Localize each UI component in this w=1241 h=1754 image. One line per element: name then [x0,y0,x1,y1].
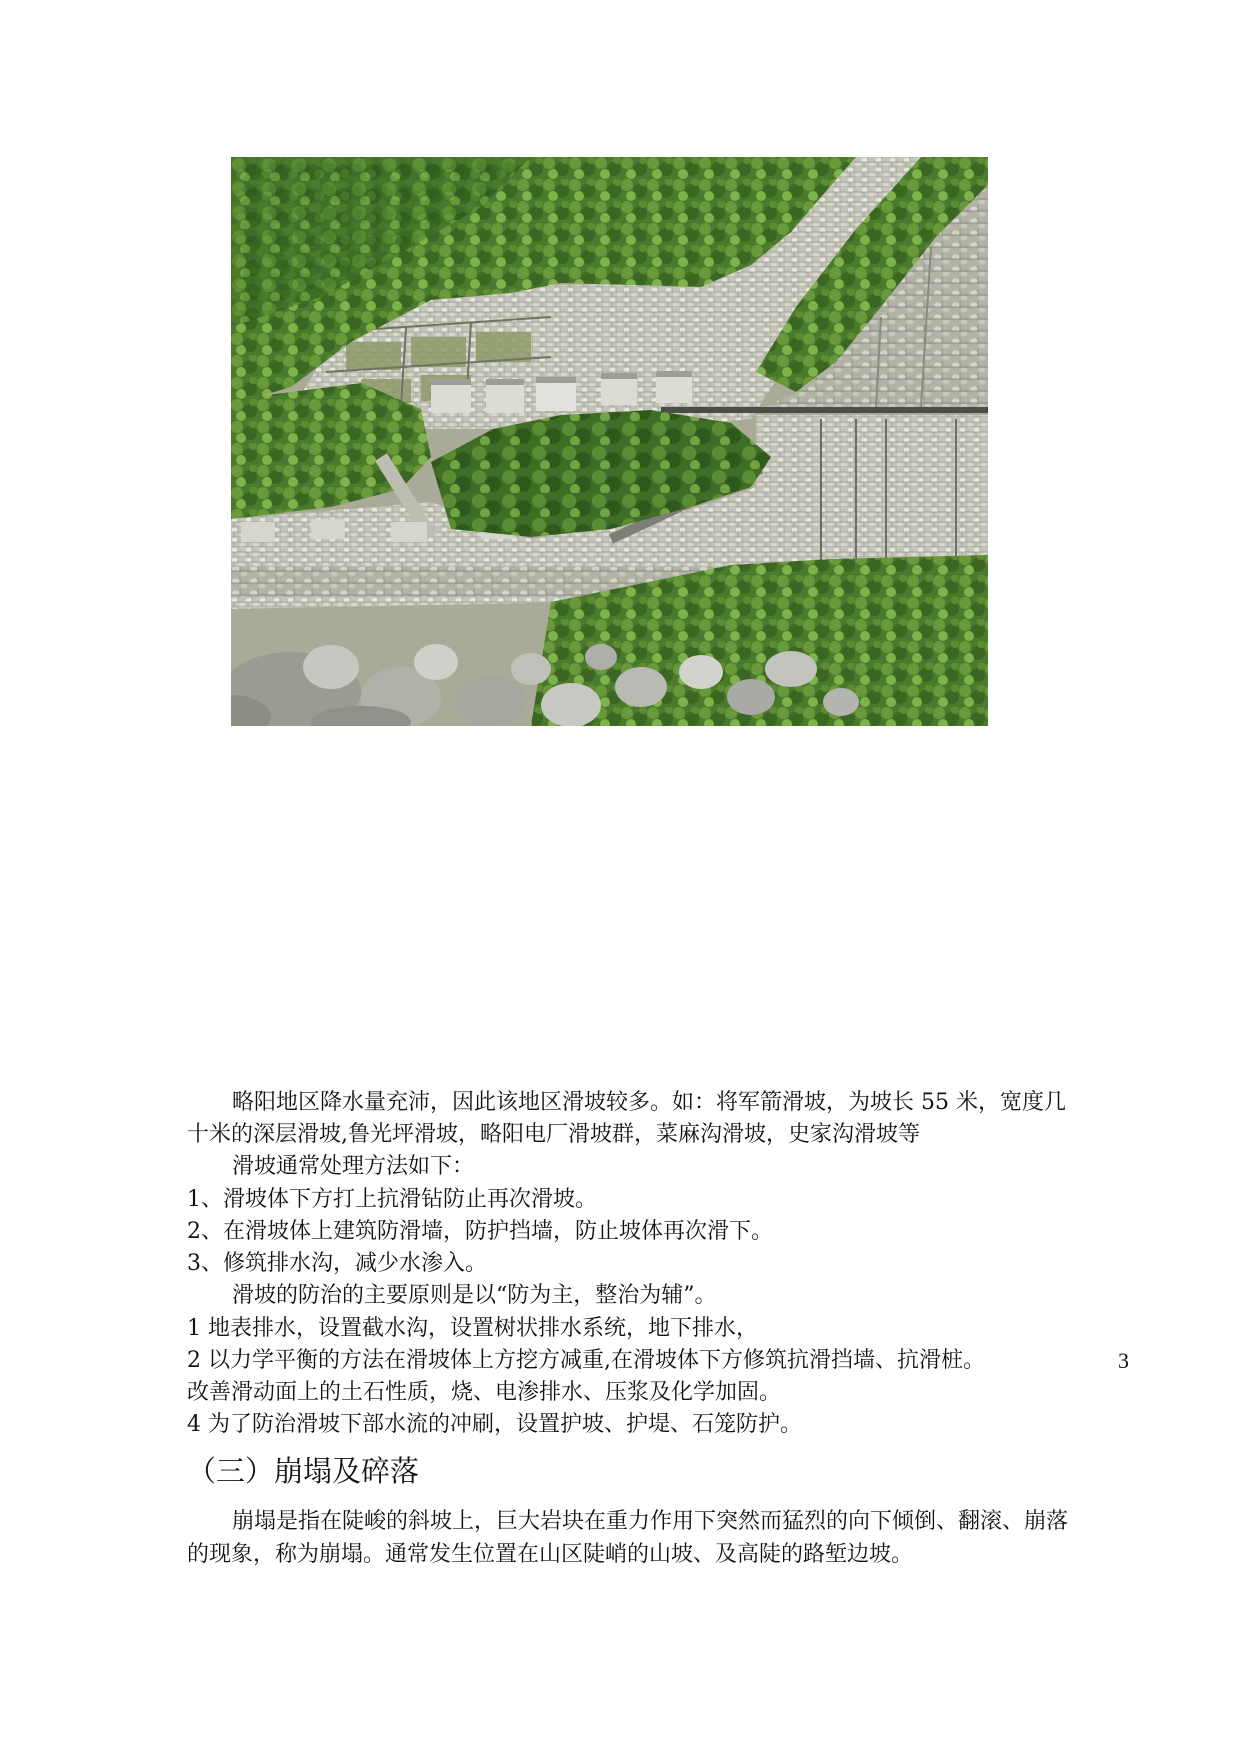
paragraph-line: 崩塌是指在陡峻的斜坡上，巨大岩块在重力作用下突然而猛烈的向下倾倒、翻滚、崩落 [232,1509,1069,1534]
margin-number: 3 [1118,1348,1129,1373]
slope-photo [231,157,988,726]
method-item: 3、修筑排水沟，减少水渗入。 [187,1251,487,1276]
paragraph-line: 十米的深层滑坡,鲁光坪滑坡，略阳电厂滑坡群，菜麻沟滑坡，史家沟滑坡等 [187,1122,920,1147]
principle-line: 滑坡的防治的主要原则是以“防为主，整治为辅”。 [232,1283,717,1308]
measure-item: 1 地表排水，设置截水沟，设置树状排水系统，地下排水， [187,1316,758,1341]
methods-heading: 滑坡通常处理方法如下： [232,1154,475,1179]
paragraph-line: 略阳地区降水量充沛，因此该地区滑坡较多。如：将军箭滑坡，为坡长 55 米，宽度几 [232,1090,1066,1115]
method-item: 1、滑坡体下方打上抗滑钻防止再次滑坡。 [187,1187,597,1212]
measure-item: 改善滑动面上的土石性质，烧、电渗排水、压浆及化学加固。 [187,1380,782,1405]
slope-photo-drawing [231,157,988,726]
method-item: 2、在滑坡体上建筑防滑墙，防护挡墙，防止坡体再次滑下。 [187,1219,773,1244]
measure-item: 4 为了防治滑坡下部水流的冲刷，设置护坡、护堤、石笼防护。 [187,1412,802,1437]
paragraph-line: 的现象，称为崩塌。通常发生位置在山区陡峭的山坡、及高陡的路堑边坡。 [187,1542,914,1567]
section-heading: （三）崩塌及碎落 [187,1454,420,1488]
measure-item: 2 以力学平衡的方法在滑坡体上方挖方减重,在滑坡体下方修筑抗滑挡墙、抗滑桩。 [187,1348,985,1373]
